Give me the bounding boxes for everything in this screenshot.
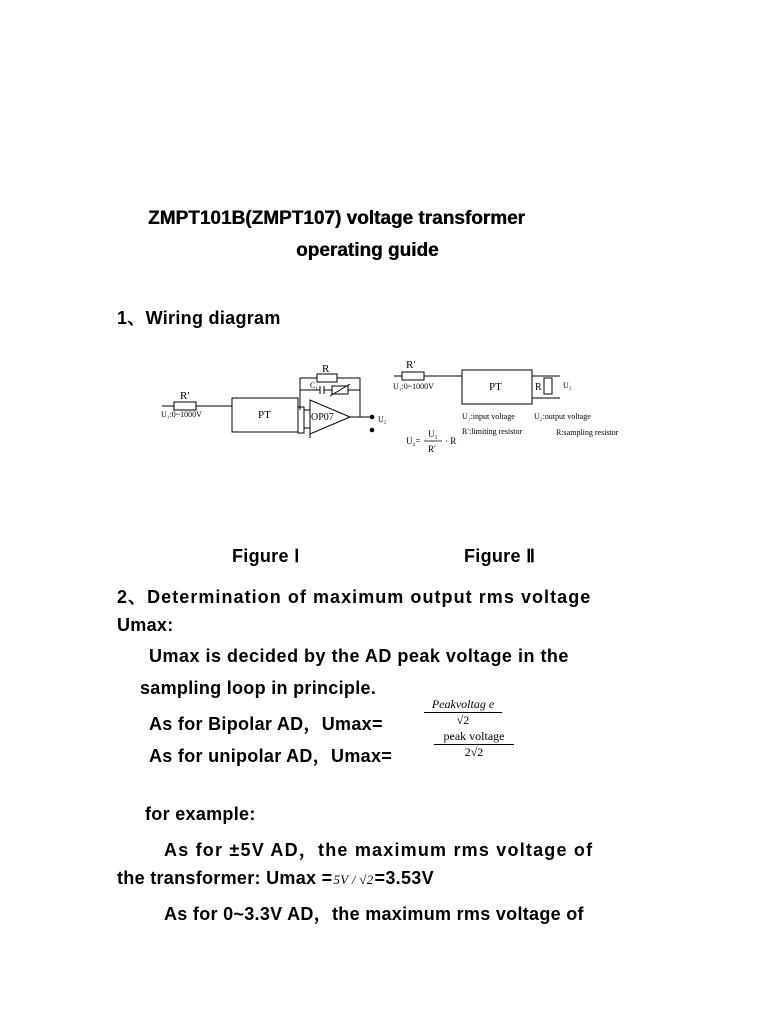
figure2-u2-label: U₂ [563, 381, 572, 390]
figure2-legend-r: R:sampling resistor [556, 428, 619, 437]
figure2-diagram [392, 360, 642, 460]
figure2-legend-u1: U₁:input voltage [462, 412, 515, 421]
figure1-caption: Figure Ⅰ [232, 546, 300, 566]
figure2-rprime-label: R′ [406, 360, 416, 371]
unipolar-formula-label: As for unipolar AD，Umax= [149, 746, 393, 766]
example1-line2-prefix: the transformer: Umax = [117, 868, 333, 888]
figure1-op-label: OP07 [311, 412, 334, 423]
figure2-pt-label: PT [489, 381, 502, 393]
figure1-r-label: R [322, 363, 330, 375]
principle-line1: Umax is decided by the AD peak voltage in the [149, 646, 569, 666]
example2-line1: As for 0~3.3V AD，the maximum rms voltage of [164, 904, 584, 924]
section2-heading-line1 [117, 583, 651, 609]
figure2-u1-label: U₁:0~1000V [393, 382, 434, 391]
figure2-formula-lhs: U₂= [406, 436, 421, 446]
unipolar-denominator: 2√2 [464, 745, 484, 759]
figure2-formula-den: R′ [428, 444, 436, 454]
bipolar-denominator: √2 [456, 713, 470, 727]
principle-line2: sampling loop in principle. [140, 678, 377, 698]
example-label: for example: [145, 804, 256, 824]
figure1-u2-label: U₂ [378, 415, 387, 424]
figure2-legend-rprime: R′:limiting resistor [462, 427, 523, 436]
unipolar-numerator: peak voltage [443, 729, 505, 743]
figure2-r-label: R [535, 382, 542, 393]
figure2-formula-num: U₁ [428, 429, 438, 439]
figure1-rprime-label: R′ [180, 390, 190, 402]
bipolar-fraction [424, 698, 502, 727]
example1-result: =3.53V [374, 868, 434, 888]
bipolar-formula-label: As for Bipolar AD，Umax= [149, 714, 383, 734]
figure1-pt-label: PT [258, 409, 271, 421]
section1-heading: 1、Wiring diagram [117, 308, 281, 328]
unipolar-fraction [434, 730, 514, 759]
figure2-formula-rhs: · R [445, 436, 457, 446]
bipolar-numerator: Peakvoltag e [431, 697, 495, 711]
section2-heading-text: 2、Determination of maximum output rms voltage [117, 587, 592, 607]
example1-expression: 5V / √2 [333, 872, 374, 887]
figure1-u1-label: U₁:0~1000V [161, 410, 202, 419]
figure2-legend-u2: U₂:output voltage [534, 412, 591, 421]
figure1-c1-label: C₁ [310, 381, 319, 390]
figure2-caption: Figure Ⅱ [464, 546, 536, 566]
example1-line2 [117, 868, 434, 889]
document-title-line1: ZMPT101B(ZMPT107) voltage transformer [148, 208, 525, 229]
section2-heading-line2: Umax: [117, 615, 174, 635]
example1-line1: As for ±5V AD，the maximum rms voltage of [164, 840, 594, 860]
figure1-diagram [160, 360, 390, 440]
document-title-line2: operating guide [296, 240, 439, 261]
